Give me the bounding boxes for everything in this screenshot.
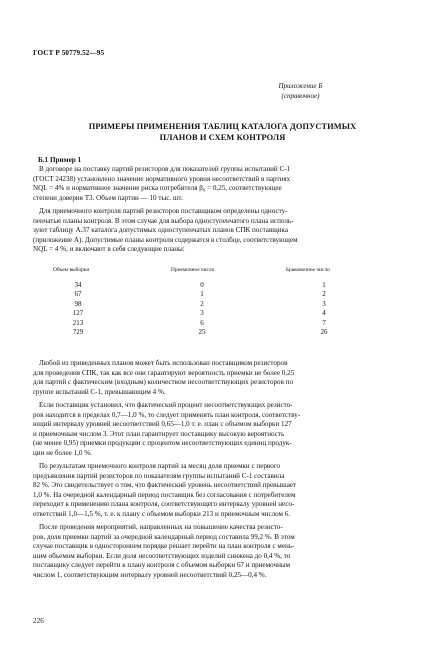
table-cell: 0: [200, 281, 204, 289]
table-cell: 4: [322, 309, 326, 318]
text-line: случае поставщик в одностороннем порядке решает перейти на план контроля с мень-: [33, 542, 295, 551]
text-line: Любой из приведенных планов может быть использован поставщиком резисторов: [39, 359, 288, 367]
appendix-note: (справочное): [281, 91, 320, 100]
column-rejection-number: [312, 281, 336, 337]
table-cell: 2: [322, 290, 326, 299]
text-line: NQL = 4% и нормативное значение риска потребителя β₀ = 0,25, соответствующее: [33, 184, 282, 193]
text-line: степени доверия Т3. Объем партии — 10 тыс. шт.: [33, 193, 183, 202]
table-cell: 7: [322, 318, 326, 327]
text-line: числом 1, соответствующим интервалу уровней несоответствий 0,25—0,4 %.: [33, 570, 267, 579]
text-line: (не менее 0,95) приемки продукции с процентом несоответствующих единиц продук-: [33, 439, 292, 448]
text-line: (приложение А). Допустимые планы контроля содержатся в столбце, соответствующем: [33, 235, 298, 244]
table-cell: 1: [322, 281, 326, 289]
text-line: 1,0 %. На очередной календарный период поставщик без согласования с потребителем: [33, 490, 296, 499]
text-line: предъявления партий резисторов по показателям группы испытаний С-1 составила: [33, 471, 285, 480]
text-line: группе испытаний С-1, превышающим 4 %.: [33, 387, 166, 396]
text-line: пенчатые планы контроля. В этом случае для выбора одноступенчатого плана исполь-: [33, 216, 294, 225]
text-line: шим объемом выборки. Если доля несоответствующих изделий снижена до 0,4 %, то: [33, 551, 291, 560]
paragraph-contract: [33, 165, 405, 203]
text-line: ющий интервалу уровней несоответствий 0,65—1,0 т. е. план с объемом выборки 127: [33, 420, 292, 429]
text-line: ров, доля приемки партий за очередной календарный период составила 99,2 %. В этом: [33, 532, 295, 541]
header-acceptance-number: Приемочное число: [171, 267, 215, 273]
header-rejection-number: Браковочное число: [286, 267, 330, 273]
title-line-1: ПРИМЕРЫ ПРИМЕНЕНИЯ ТАБЛИЦ КАТАЛОГА ДОПУСТИМЫХ: [88, 122, 357, 131]
table-cell: 127: [72, 309, 84, 318]
header-sample-size: Объем выборки: [53, 267, 90, 273]
table-cell: 213: [72, 318, 84, 327]
text-line: Если поставщик установил, что фактический процент несоответствующих резисто-: [39, 401, 293, 409]
title-line-2: ПЛАНОВ И СХЕМ КОНТРОЛЯ: [159, 132, 286, 142]
text-line: и приемочным числом 3. Этот план гарантирует поставщику высокую вероятность: [33, 429, 285, 438]
text-line: NQL = 4 %, и включают в себя следующие планы:: [33, 245, 185, 254]
text-line: (ГОСТ 24238) установлено значение нормативного уровня несоответствий в партиях: [33, 174, 291, 183]
text-line: поставщику следует перейти к плану контроля с объемом выборки 67 и приемочным: [33, 561, 291, 570]
table-cell: 34: [74, 281, 82, 289]
text-line: зуют таблицу А.37 каталога допустимых одноступенчатых планов СПК поставщика: [33, 226, 289, 235]
table-cell: 3: [322, 299, 326, 308]
text-line: ров находится в пределах 0,7—1,0 %, то следует применять план контроля, соответству-: [33, 410, 301, 419]
paragraph-monthly-results: [33, 462, 405, 520]
table-cell: 25: [198, 328, 206, 337]
paragraph-quality-improvement: [33, 523, 405, 581]
text-line: 82 %. Это свидетельствует о том, что фактический уровень несоответствий превышает: [33, 481, 297, 490]
page-number: 226: [33, 617, 44, 625]
table-cell: 1: [200, 290, 204, 299]
table-cell: 67: [74, 290, 82, 299]
table-cell: 3: [200, 309, 204, 318]
table-cell: 26: [320, 328, 328, 337]
table-cell: 729: [72, 328, 84, 337]
document-code: ГОСТ Р 50779.52—95: [33, 49, 105, 57]
appendix-label: Приложение Б: [278, 82, 323, 90]
paragraph-plans-selection: [33, 207, 405, 255]
table-cell: 98: [74, 299, 82, 308]
text-line: ответствий 1,0—1,5 %, т. е. к плану с объемом выборки 213 и приемочным числом 6.: [33, 509, 291, 518]
table-cell: 6: [200, 318, 204, 327]
text-line: ции не более 1,0 %.: [33, 448, 92, 457]
text-line: После проведения мероприятий, направленных на повышение качества резисто-: [39, 523, 283, 531]
text-line: для проведения СПК, так как все они гарантируют вероятность приемки не более 0,25: [33, 368, 295, 377]
text-line: переходит к применению плана контроля, соответствующего интервалу уровней несо-: [33, 500, 295, 509]
text-line: По результатам приемочного контроля партий за месяц доля приемки с первого: [39, 462, 281, 470]
column-sample-size: [63, 281, 93, 337]
appendix-title: [40, 122, 405, 143]
column-acceptance-number: [190, 281, 214, 337]
paragraph-actual-percent: [33, 401, 405, 459]
text-line: Для приемочного контроля партий резисторов поставщиком определены односту-: [39, 207, 288, 215]
paragraph-plans-usage: [33, 359, 405, 397]
appendix-label-block: [0, 82, 436, 101]
table-cell: 2: [200, 299, 204, 308]
text-line: для партий с фактическим (входным) количеством несоответствующих резисторов по: [33, 378, 294, 387]
text-line: В договоре на поставку партий резисторов для показателей группы испытаний С-1: [39, 165, 291, 173]
section-heading: Б.1 Пример 1: [38, 156, 82, 164]
